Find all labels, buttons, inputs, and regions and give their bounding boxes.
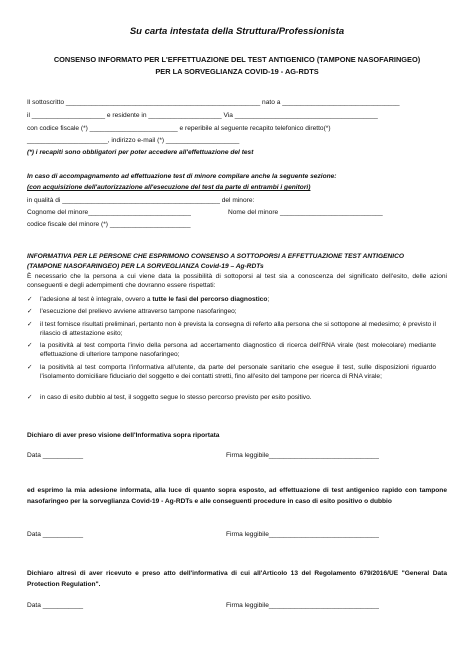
bullet-2-text: l'esecuzione del prelievo avviene attraverso tampone nasofaringeo; — [40, 308, 237, 315]
signature-field-3[interactable]: Firma leggibile______________________________ — [226, 602, 379, 609]
info-paragraph: È necessario che la persona a cui viene data la possibilità di sottoporsi al test sia a conoscenza del significato dell'esito, delle azioni conseguenti e degli adempimenti che dovranno essere rispettati: — [27, 273, 447, 289]
minor-surname-field[interactable]: Cognome del minore____________________________ — [27, 209, 191, 216]
bullet-1-bold-text: tutte le fasi del percorso diagnostico — [152, 296, 268, 303]
info-title-line-1: INFORMATIVA PER LE PERSONE CHE ESPRIMONO CONSENSO A SOTTOPORSI A EFFETTUAZIONE TEST ANTIGENICO — [27, 253, 404, 260]
checkmark-icon: ✓ — [27, 308, 33, 315]
bullet-5-text: la positività al test comporta l'informativa all'utente, da parte del personale sanitario che esegue il test, sulle disposizioni riguardo l'isolamento domiciliare fiduciario del soggetto e dei contatti stretti, fino all'esito del tampone per ricerca di RNA virale; — [40, 364, 436, 380]
document-title-line-2: PER LA SORVEGLIANZA COVID-19 - AG-RDTS — [155, 67, 319, 76]
fiscal-code-phone-line[interactable]: con codice fiscale (*) ________________________ e reperibile al seguente recapito telefonico diretto(*) — [27, 125, 331, 132]
guardian-role-line[interactable]: in qualità di ___________________________________________ del minore: — [27, 197, 255, 204]
info-title-line-2: (TAMPONE NASOFARINGEO) PER LA SORVEGLIANZA Covid-19 – Ag-RDTs — [27, 263, 264, 270]
bullet-3-text: il test fornisce risultati preliminari, pertanto non è prevista la consegna di referto alla persona che si sottopone al medesimo; è previsto il rilascio di attestazione esito; — [40, 321, 436, 337]
minor-section-note: (con acquisizione dell'autorizzazione all'esecuzione del test da parte di entrambi i genitori) — [27, 184, 311, 191]
signature-field-2[interactable]: Firma leggibile______________________________ — [226, 531, 379, 538]
mandatory-fields-note: (*) i recapiti sono obbligatori per poter accedere all'effettuazione del test — [27, 149, 254, 156]
signature-field-1[interactable]: Firma leggibile______________________________ — [226, 452, 379, 459]
phone-email-line[interactable]: ______________________, indirizzo e-mail (*) ____________________ — [27, 137, 240, 144]
letterhead-note: Su carta intestata della Struttura/Professionista — [129, 26, 345, 37]
gdpr-declaration: Dichiaro altresì di aver ricevuto e preso atto dell'informativa di cui all'Articolo 13 del Regolamento 679/2016/UE "General Data Protection Regulation". — [27, 570, 447, 588]
bullet-1-end: ; — [267, 296, 270, 303]
date-field-2[interactable]: Data ___________ — [27, 531, 84, 538]
minor-section-intro: In caso di accompagnamento ad effettuazione test di minore compilare anche la seguente sezione: — [27, 173, 337, 180]
minor-name-field[interactable]: Nome del minore ____________________________ — [228, 209, 383, 216]
checkmark-icon: ✓ — [27, 321, 33, 328]
checkmark-icon: ✓ — [27, 296, 33, 303]
test-consent-declaration: ed esprimo la mia adesione informata, alla luce di quanto sopra esposto, ad effettuazione di test antigenico rapido con tampone nasofaringeo per la sorveglianza Covid-19 - Ag-RDTs e alle conseguenti procedure in caso di esito positivo o dubbio — [27, 487, 447, 505]
bullet-6-text: in caso di esito dubbio al test, il soggetto segue lo stesso percorso previsto per esito positivo. — [40, 394, 312, 401]
minor-fiscal-code-field[interactable]: codice fiscale del minore (*) ______________________ — [27, 221, 191, 228]
birthdate-residence-line[interactable]: il ____________________ e residente in ____________________ Via _______________________________________ — [27, 112, 378, 119]
document-title-line-1: CONSENSO INFORMATO PER L'EFFETTUAZIONE DEL TEST ANTIGENICO (TAMPONE NASOFARINGEO) — [53, 55, 421, 64]
checkmark-icon: ✓ — [27, 364, 33, 371]
signer-name-birthplace-line[interactable]: Il sottoscritto _____________________________________________________ nato a ________________________________ — [27, 99, 400, 106]
checkmark-icon: ✓ — [27, 342, 33, 349]
date-field-1[interactable]: Data ___________ — [27, 452, 84, 459]
bullet-1-text: l'adesione al test è integrale, ovvero a — [40, 296, 153, 303]
checkmark-icon: ✓ — [27, 394, 33, 401]
date-field-3[interactable]: Data ___________ — [27, 602, 84, 609]
bullet-4-text: la positività al test comporta l'invio della persona ad accertamento diagnostico di ricerca dell'RNA virale (test molecolare) mediante effettuazione di ulteriore tampone nasofaringeo; — [40, 342, 436, 358]
informativa-acknowledgement: Dichiaro di aver preso visione dell'Informativa sopra riportata — [27, 432, 220, 439]
